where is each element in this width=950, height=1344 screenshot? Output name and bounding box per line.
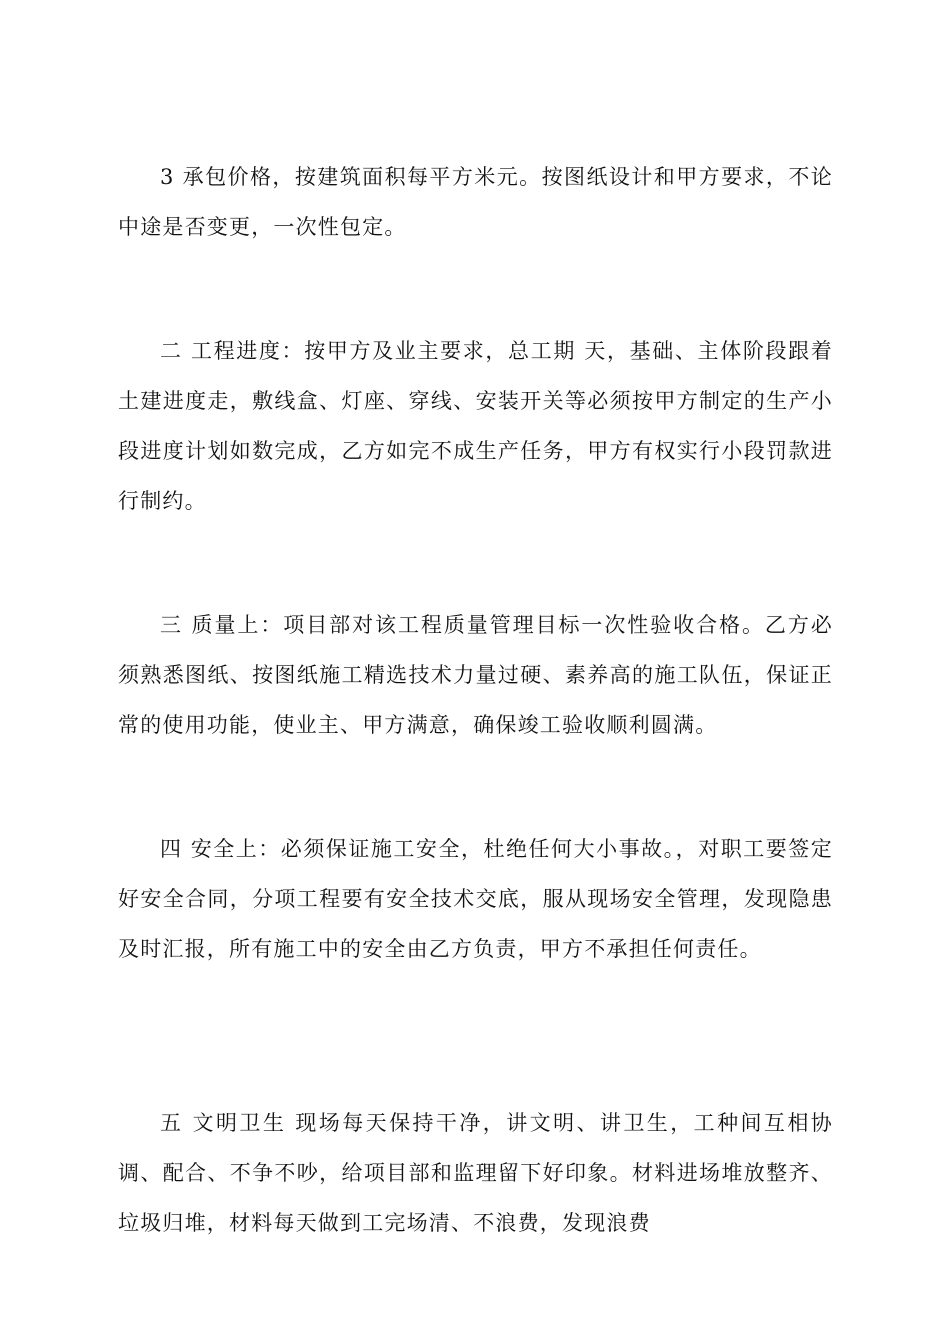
paragraph-safety: 四 安全上：必须保证施工安全，杜绝任何大小事故。，对职工要签定好安全合同，分项工程要有安全技术交底，服从现场安全管理，发现隐患及时汇报，所有施工中的安全由乙方负责，甲方不承担任何责任。 [118, 837, 833, 961]
paragraph-project-schedule: 二 工程进度：按甲方及业主要求，总工期 天，基础、主体阶段跟着土建进度走，敷线盒、灯座、穿线、安装开关等必须按甲方制定的生产小段进度计划如数完成，乙方如完不成生产任务，甲方有权实行小段罚款进行制约。 [118, 339, 833, 513]
paragraph-contract-price: 3 承包价格，按建筑面积每平方米元。按图纸设计和甲方要求，不论中途是否变更，一次性包定。 [118, 165, 833, 239]
paragraph-quality: 三 质量上：项目部对该工程质量管理目标一次性验收合格。乙方必须熟悉图纸、按图纸施工精选技术力量过硬、素养高的施工队伍，保证正常的使用功能，使业主、甲方满意，确保竣工验收顺利圆满。 [118, 613, 833, 737]
paragraph-civilized-sanitation: 五 文明卫生 现场每天保持干净，讲文明、讲卫生，工种间互相协调、配合、不争不吵，给项目部和监理留下好印象。材料进场堆放整齐、垃圾归堆，材料每天做到工完场清、不浪费，发现浪费 [118, 1111, 833, 1235]
